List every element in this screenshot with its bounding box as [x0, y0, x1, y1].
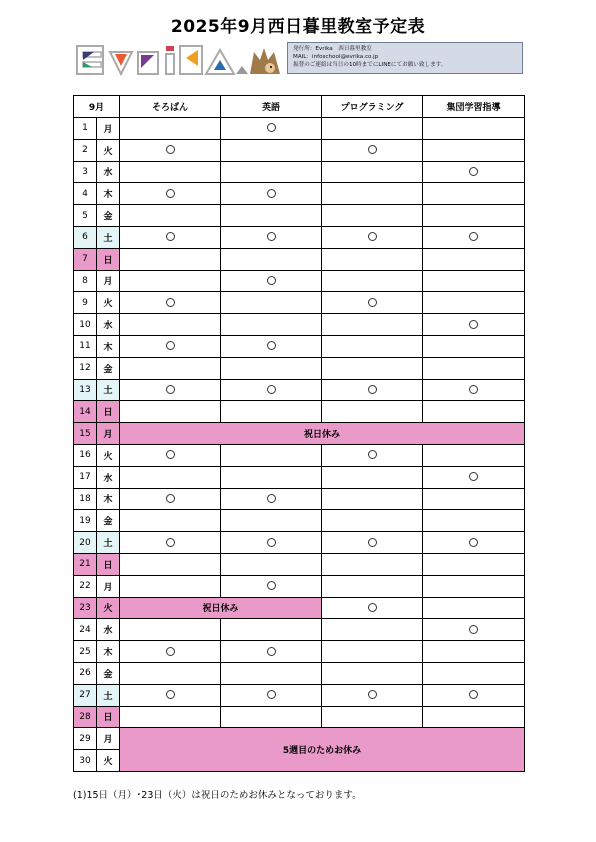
day-number: 12 [74, 357, 97, 379]
evrika-logo [74, 40, 284, 80]
weekday: 水 [97, 466, 120, 488]
schedule-cell [120, 619, 221, 641]
schedule-cell [120, 139, 221, 161]
table-row [74, 183, 525, 205]
schedule-cell [423, 619, 525, 641]
schedule-cell [423, 292, 525, 314]
weekday: 日 [97, 706, 120, 728]
day-number: 4 [74, 183, 97, 205]
schedule-cell [423, 706, 525, 728]
circle-mark-icon [368, 450, 377, 459]
schedule-body [74, 118, 525, 772]
day-number: 14 [74, 401, 97, 423]
schedule-cell [322, 226, 423, 248]
table-row [74, 532, 525, 554]
weekday: 土 [97, 226, 120, 248]
schedule-cell [423, 510, 525, 532]
schedule-table [73, 95, 525, 772]
day-number: 6 [74, 226, 97, 248]
schedule-cell [221, 248, 322, 270]
day-number: 21 [74, 553, 97, 575]
table-row [74, 292, 525, 314]
schedule-cell [120, 248, 221, 270]
schedule-cell [120, 684, 221, 706]
circle-mark-icon [267, 341, 276, 350]
schedule-cell [120, 379, 221, 401]
header-english: 英語 [221, 96, 322, 118]
schedule-cell [423, 183, 525, 205]
header-programming: プログラミング [322, 96, 423, 118]
fifth-week-closed-label: 5週目のためお休み [120, 728, 525, 772]
schedule-cell [120, 226, 221, 248]
schedule-cell [322, 314, 423, 336]
note-line: 振替のご連絡は当日の10時までにLINEにてお願い致します。 [293, 62, 447, 68]
schedule-cell [322, 553, 423, 575]
schedule-cell [423, 466, 525, 488]
weekday: 金 [97, 205, 120, 227]
day-number: 27 [74, 684, 97, 706]
holiday-label: 祝日休み [120, 597, 322, 619]
day-number: 3 [74, 161, 97, 183]
day-number: 2 [74, 139, 97, 161]
table-row [74, 575, 525, 597]
circle-mark-icon [469, 690, 478, 699]
schedule-cell [322, 532, 423, 554]
weekday: 月 [97, 270, 120, 292]
weekday: 火 [97, 292, 120, 314]
weekday: 月 [97, 728, 120, 750]
table-row [74, 662, 525, 684]
circle-mark-icon [368, 232, 377, 241]
weekday: 火 [97, 597, 120, 619]
weekday: 月 [97, 118, 120, 140]
schedule-cell [322, 335, 423, 357]
circle-mark-icon [166, 298, 175, 307]
schedule-cell [120, 641, 221, 663]
schedule-cell [221, 357, 322, 379]
circle-mark-icon [166, 145, 175, 154]
schedule-cell [423, 118, 525, 140]
schedule-cell [221, 641, 322, 663]
circle-mark-icon [469, 167, 478, 176]
weekday: 火 [97, 139, 120, 161]
table-row [74, 335, 525, 357]
schedule-cell [120, 118, 221, 140]
schedule-cell [120, 662, 221, 684]
schedule-cell [221, 684, 322, 706]
header-group-study: 集団学習指導 [423, 96, 525, 118]
table-row [74, 444, 525, 466]
circle-mark-icon [166, 385, 175, 394]
weekday: 日 [97, 248, 120, 270]
schedule-cell [322, 444, 423, 466]
schedule-cell [221, 532, 322, 554]
table-row [74, 161, 525, 183]
schedule-cell [423, 444, 525, 466]
schedule-cell [120, 161, 221, 183]
schedule-cell [221, 379, 322, 401]
schedule-cell [120, 270, 221, 292]
day-number: 29 [74, 728, 97, 750]
header-row [74, 96, 525, 118]
header-soroban: そろばん [120, 96, 221, 118]
schedule-cell [221, 226, 322, 248]
schedule-cell [120, 183, 221, 205]
weekday: 土 [97, 532, 120, 554]
schedule-cell [221, 510, 322, 532]
circle-mark-icon [166, 538, 175, 547]
table-row [74, 488, 525, 510]
schedule-cell [423, 662, 525, 684]
schedule-cell [322, 270, 423, 292]
circle-mark-icon [166, 450, 175, 459]
day-number: 10 [74, 314, 97, 336]
schedule-cell [322, 706, 423, 728]
weekday: 木 [97, 641, 120, 663]
table-row [74, 139, 525, 161]
weekday: 土 [97, 684, 120, 706]
weekday: 土 [97, 379, 120, 401]
schedule-cell [120, 357, 221, 379]
schedule-cell [221, 270, 322, 292]
circle-mark-icon [368, 385, 377, 394]
weekday: 金 [97, 662, 120, 684]
circle-mark-icon [267, 385, 276, 394]
day-number: 22 [74, 575, 97, 597]
schedule-cell [423, 684, 525, 706]
day-number: 15 [74, 423, 97, 445]
schedule-cell [322, 575, 423, 597]
schedule-cell [221, 575, 322, 597]
weekday: 木 [97, 183, 120, 205]
schedule-cell [423, 532, 525, 554]
table-row [74, 619, 525, 641]
day-number: 25 [74, 641, 97, 663]
schedule-cell [221, 314, 322, 336]
schedule-cell [221, 335, 322, 357]
schedule-cell [120, 466, 221, 488]
day-number: 17 [74, 466, 97, 488]
schedule-cell [120, 335, 221, 357]
circle-mark-icon [368, 298, 377, 307]
schedule-cell [221, 401, 322, 423]
circle-mark-icon [166, 189, 175, 198]
day-number: 11 [74, 335, 97, 357]
schedule-cell [322, 488, 423, 510]
schedule-cell [221, 444, 322, 466]
header-month: 9月 [74, 96, 120, 118]
day-number: 13 [74, 379, 97, 401]
holiday-label: 祝日休み [120, 423, 525, 445]
schedule-cell [120, 205, 221, 227]
schedule-cell [221, 619, 322, 641]
schedule-cell [120, 292, 221, 314]
mail-line: MAIL：infoschool@evrika.co.jp [293, 54, 379, 60]
table-row [74, 357, 525, 379]
schedule-cell [423, 357, 525, 379]
circle-mark-icon [368, 145, 377, 154]
day-number: 20 [74, 532, 97, 554]
day-number: 8 [74, 270, 97, 292]
table-row [74, 248, 525, 270]
page-title: 2025年9月西日暮里教室予定表 [170, 17, 426, 37]
table-row [74, 226, 525, 248]
schedule-cell [221, 292, 322, 314]
schedule-cell [423, 597, 525, 619]
table-row [74, 553, 525, 575]
schedule-cell [120, 488, 221, 510]
schedule-cell [221, 118, 322, 140]
circle-mark-icon [267, 538, 276, 547]
circle-mark-icon [166, 232, 175, 241]
schedule-cell [423, 226, 525, 248]
weekday: 木 [97, 488, 120, 510]
info-box [287, 42, 523, 74]
circle-mark-icon [267, 276, 276, 285]
weekday: 火 [97, 444, 120, 466]
day-number: 28 [74, 706, 97, 728]
weekday: 月 [97, 575, 120, 597]
day-number: 26 [74, 662, 97, 684]
day-number: 19 [74, 510, 97, 532]
day-number: 18 [74, 488, 97, 510]
schedule-cell [423, 335, 525, 357]
circle-mark-icon [267, 647, 276, 656]
day-number: 24 [74, 619, 97, 641]
schedule-cell [322, 292, 423, 314]
schedule-cell [322, 619, 423, 641]
weekday: 日 [97, 553, 120, 575]
day-number: 1 [74, 118, 97, 140]
schedule-cell [423, 161, 525, 183]
weekday: 日 [97, 401, 120, 423]
day-number: 9 [74, 292, 97, 314]
circle-mark-icon [267, 494, 276, 503]
table-row [74, 314, 525, 336]
table-row [74, 118, 525, 140]
schedule-cell [322, 684, 423, 706]
circle-mark-icon [267, 581, 276, 590]
table-row [74, 379, 525, 401]
schedule-cell [221, 706, 322, 728]
schedule-cell [423, 575, 525, 597]
schedule-cell [423, 641, 525, 663]
circle-mark-icon [469, 538, 478, 547]
table-row [74, 728, 525, 750]
schedule-cell [322, 641, 423, 663]
schedule-cell [120, 575, 221, 597]
weekday: 木 [97, 335, 120, 357]
circle-mark-icon [166, 690, 175, 699]
schedule-cell [322, 205, 423, 227]
schedule-cell [120, 510, 221, 532]
circle-mark-icon [166, 494, 175, 503]
schedule-cell [221, 466, 322, 488]
schedule-cell [221, 161, 322, 183]
circle-mark-icon [469, 232, 478, 241]
schedule-cell [322, 118, 423, 140]
schedule-cell [120, 553, 221, 575]
footnote: (1)15日（月）･23日（火）は祝日のためお休みとなっております。 [73, 790, 362, 801]
table-row [74, 597, 525, 619]
schedule-cell [423, 205, 525, 227]
schedule-cell [423, 314, 525, 336]
schedule-cell [120, 401, 221, 423]
schedule-cell [221, 205, 322, 227]
schedule-cell [322, 597, 423, 619]
circle-mark-icon [267, 232, 276, 241]
weekday: 水 [97, 161, 120, 183]
table-row [74, 205, 525, 227]
circle-mark-icon [368, 690, 377, 699]
schedule-cell [322, 357, 423, 379]
schedule-cell [423, 270, 525, 292]
table-row [74, 423, 525, 445]
schedule-cell [322, 139, 423, 161]
schedule-cell [221, 139, 322, 161]
day-number: 5 [74, 205, 97, 227]
weekday: 火 [97, 750, 120, 772]
schedule-cell [322, 401, 423, 423]
weekday: 水 [97, 314, 120, 336]
schedule-cell [221, 183, 322, 205]
weekday: 水 [97, 619, 120, 641]
circle-mark-icon [166, 341, 175, 350]
schedule-cell [423, 379, 525, 401]
table-row [74, 684, 525, 706]
table-row [74, 466, 525, 488]
weekday: 月 [97, 423, 120, 445]
schedule-cell [423, 488, 525, 510]
schedule-cell [423, 248, 525, 270]
schedule-cell [120, 444, 221, 466]
schedule-cell [322, 466, 423, 488]
schedule-cell [120, 706, 221, 728]
publisher-line: 発行所：Evrika 西日暮里教室 [293, 46, 372, 52]
circle-mark-icon [267, 123, 276, 132]
schedule-cell [322, 248, 423, 270]
table-row [74, 641, 525, 663]
schedule-cell [221, 662, 322, 684]
schedule-cell [322, 161, 423, 183]
circle-mark-icon [166, 647, 175, 656]
circle-mark-icon [469, 385, 478, 394]
table-row [74, 706, 525, 728]
circle-mark-icon [368, 538, 377, 547]
day-number: 23 [74, 597, 97, 619]
circle-mark-icon [267, 189, 276, 198]
schedule-cell [322, 510, 423, 532]
table-row [74, 510, 525, 532]
table-row [74, 270, 525, 292]
schedule-cell [322, 662, 423, 684]
circle-mark-icon [267, 690, 276, 699]
schedule-cell [322, 379, 423, 401]
circle-mark-icon [469, 472, 478, 481]
weekday: 金 [97, 357, 120, 379]
day-number: 16 [74, 444, 97, 466]
schedule-cell [221, 488, 322, 510]
schedule-cell [120, 314, 221, 336]
table-row [74, 401, 525, 423]
schedule-cell [120, 532, 221, 554]
circle-mark-icon [368, 603, 377, 612]
day-number: 30 [74, 750, 97, 772]
schedule-cell [221, 553, 322, 575]
circle-mark-icon [469, 320, 478, 329]
schedule-cell [322, 183, 423, 205]
schedule-cell [423, 139, 525, 161]
schedule-cell [423, 553, 525, 575]
circle-mark-icon [469, 625, 478, 634]
schedule-cell [423, 401, 525, 423]
weekday: 金 [97, 510, 120, 532]
day-number: 7 [74, 248, 97, 270]
